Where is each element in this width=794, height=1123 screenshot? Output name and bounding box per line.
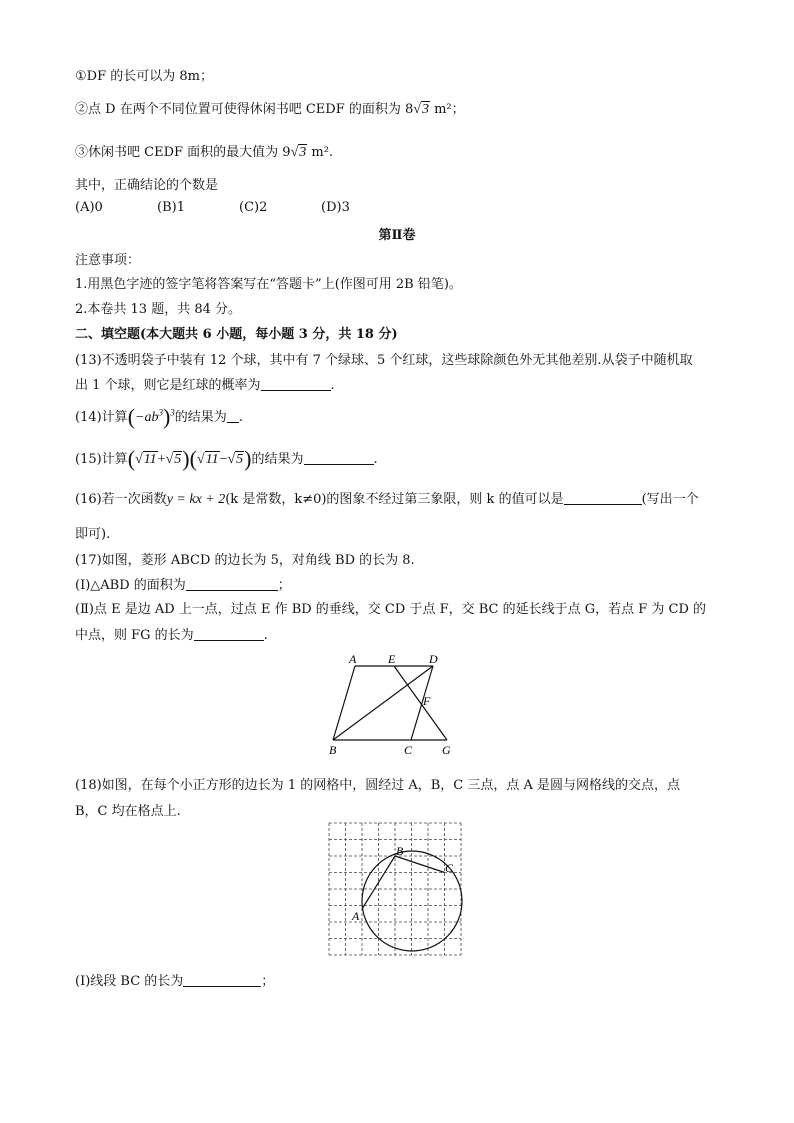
statement-2 [75, 98, 465, 118]
radicand: 3 [421, 102, 429, 117]
q17-line-1: (17)如图，菱形 ABCD 的边长为 5，对角线 BD 的长为 8. [75, 553, 415, 568]
label-c: C [404, 743, 413, 757]
radicand: 3 [299, 145, 307, 160]
grid-lines [329, 823, 461, 955]
q18-line-1: (18)如图，在每个小正方形的边长为 1 的网格中，圆经过 A，B，C 三点，点 A 是圆与网格线的交点，点 [75, 778, 681, 793]
diagonal-bd [333, 666, 433, 740]
q13-line-2 [75, 374, 335, 393]
q17-part-1-blank[interactable] [186, 578, 278, 591]
q13-end: . [330, 378, 335, 393]
label-a: A [352, 909, 360, 923]
q18-part-1-blank[interactable] [183, 974, 261, 987]
q13-answer-blank[interactable] [261, 378, 331, 391]
q17-rhombus-figure [320, 648, 460, 758]
option-c: (C)2 [239, 200, 268, 215]
q17-part-2-blank[interactable] [194, 628, 264, 641]
q14-end: . [238, 410, 243, 425]
section-heading: 二、填空题(本大题共 6 小题，每小题 3 分，共 18 分) [75, 327, 398, 342]
label-d: D [429, 652, 438, 666]
q18-grid-circle-figure [328, 822, 464, 958]
q15-expression: (√11+√5)(√11−√5) [127, 446, 252, 471]
statement-2-unit: m²； [429, 102, 465, 117]
option-d: (D)3 [321, 200, 350, 215]
q16-line-2: 即可). [75, 527, 111, 542]
label-a: A [349, 652, 357, 666]
option-a: (A)0 [75, 200, 103, 215]
segment-eg [394, 666, 447, 740]
q17-part-1: (Ⅰ)△ABD 的面积为 ； [75, 578, 291, 593]
statement-3-marker: ③ [75, 145, 89, 160]
q17-part-2-line-2: 中点，则 FG 的长为 . [75, 628, 268, 643]
q16-function: y = kx + 2 [166, 492, 226, 507]
statement-3 [75, 141, 333, 161]
q15-suffix: 的结果为 [251, 452, 304, 467]
q16-text: (k 是常数，k≠0)的图象不经过第三象限，则 k 的值可以是 [225, 492, 564, 507]
statement-1-marker: ① [75, 69, 87, 84]
statement-3-unit: m². [307, 145, 334, 160]
q16-line-1 [75, 488, 699, 508]
sqrt-expression: √3 [290, 145, 307, 160]
option-b: (B)1 [157, 200, 185, 215]
q16-prefix: (16)若一次函数 [75, 492, 167, 507]
q14 [75, 404, 243, 430]
q14-prefix: (14)计算 [75, 410, 128, 425]
q13-line-1: (13)不透明袋子中装有 12 个球，其中有 7 个绿球、5 个红球，这些球除颜色外无其他差别.从袋子中随机取 [75, 353, 693, 368]
label-c: C [445, 861, 454, 875]
q14-suffix: 的结果为 [174, 410, 227, 425]
q16-after-blank: (写出一个 [641, 492, 699, 507]
q18-part-1: (Ⅰ)线段 BC 的长为 ； [75, 974, 275, 989]
label-b: B [396, 844, 404, 858]
question-stem: 其中，正确结论的个数是 [75, 178, 219, 193]
segment-ab [333, 666, 355, 740]
q13-text: 出 1 个球，则它是红球的概率为 [75, 378, 261, 393]
statement-2-text: 点 D 在两个不同位置可使得休闲书吧 CEDF 的面积为 8 [88, 102, 414, 117]
segment-bc [395, 856, 445, 873]
q15-prefix: (15)计算 [75, 452, 128, 467]
notice-1: 1.用黑色字迹的签字笔将答案写在“答题卡”上(作图可用 2B 铅笔)。 [75, 277, 462, 292]
notice-title: 注意事项： [75, 253, 141, 268]
label-f: F [423, 694, 431, 708]
q18-line-2: B，C 均在格点上. [75, 804, 181, 819]
label-g: G [442, 743, 451, 757]
label-b: B [329, 743, 337, 757]
answer-options [75, 200, 403, 215]
statement-1 [75, 65, 213, 84]
sqrt-expression: √3 [413, 102, 429, 117]
statement-1-text: DF 的长可以为 8m； [86, 69, 213, 84]
statement-3-text: 休闲书吧 CEDF 面积的最大值为 9 [88, 145, 291, 160]
q15-answer-blank[interactable] [304, 452, 374, 465]
q14-expression: $(-ab^3)^3$ [127, 404, 175, 429]
q17-part-2-line-1: (Ⅱ)点 E 是边 AD 上一点，过点 E 作 BD 的垂线，交 CD 于点 F，交 BC 的延长线于点 G，若点 F 为 CD 的 [75, 602, 707, 617]
section-title: 第Ⅱ卷 [378, 228, 416, 243]
q14-answer-blank[interactable] [227, 410, 239, 423]
statement-2-marker: ② [75, 102, 89, 117]
q16-answer-blank[interactable] [564, 492, 642, 505]
notice-2: 2.本卷共 13 题，共 84 分。 [75, 302, 242, 317]
label-e: E [388, 652, 396, 666]
q15 [75, 446, 378, 472]
q15-end: . [373, 452, 378, 467]
